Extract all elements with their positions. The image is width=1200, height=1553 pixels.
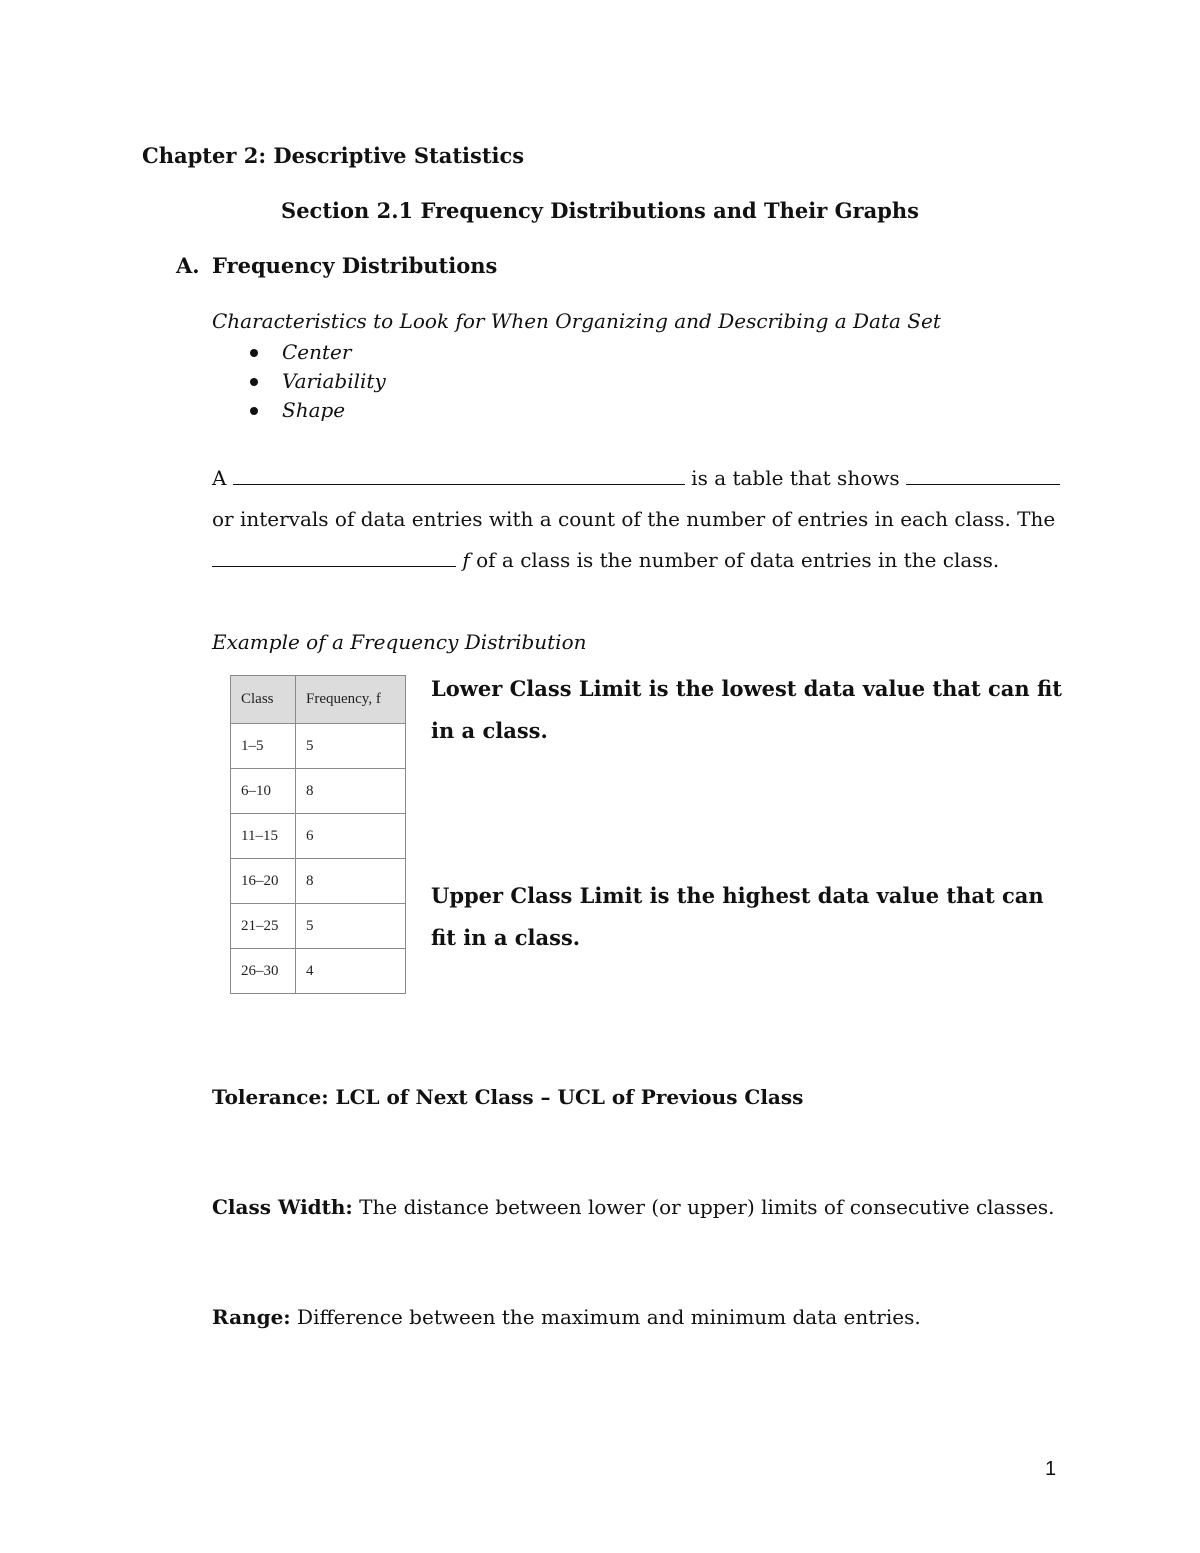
- upper-class-limit-definition: Upper Class Limit is the highest data value that can fit in a class.: [431, 883, 1044, 950]
- table-cell: 26–30: [231, 949, 296, 994]
- class-width-definition: Class Width: The distance between lower (or upper) limits of consecutive classes.: [212, 1195, 1055, 1219]
- definition-line-1: A is a table that shows: [212, 466, 1060, 490]
- definition-line-3: f of a class is the number of data entries in the class.: [212, 548, 999, 572]
- table-row: [231, 859, 406, 904]
- characteristics-list: [248, 338, 386, 425]
- section-title: Section 2.1 Frequency Distributions and Their Graphs: [281, 198, 919, 223]
- table-row: [231, 814, 406, 859]
- definition-line-2: or intervals of data entries with a count of the number of entries in each class. The: [212, 507, 1056, 531]
- fill-in-blank[interactable]: [212, 548, 456, 567]
- chapter-title: Chapter 2: Descriptive Statistics: [142, 143, 525, 168]
- subsection-letter: A.: [176, 253, 200, 278]
- bullet-icon: [250, 378, 258, 386]
- table-cell: 21–25: [231, 904, 296, 949]
- frequency-table: [230, 675, 406, 994]
- list-item: Shape: [248, 396, 386, 425]
- table-row: [231, 949, 406, 994]
- characteristics-title: Characteristics to Look for When Organizing and Describing a Data Set: [212, 309, 941, 333]
- table-cell: 16–20: [231, 859, 296, 904]
- list-item: Variability: [248, 367, 386, 396]
- table-cell: 1–5: [231, 724, 296, 769]
- range-definition: Range: Difference between the maximum and minimum data entries.: [212, 1305, 921, 1329]
- page-number: 1: [1045, 1458, 1057, 1480]
- table-cell: 4: [296, 949, 406, 994]
- table-row: [231, 769, 406, 814]
- lower-class-limit-definition: Lower Class Limit is the lowest data value that can fit in a class.: [431, 676, 1062, 743]
- table-cell: 6: [296, 814, 406, 859]
- table-cell: 8: [296, 769, 406, 814]
- tolerance-definition: Tolerance: LCL of Next Class – UCL of Previous Class: [212, 1085, 804, 1109]
- bullet-icon: [250, 407, 258, 415]
- table-cell: 11–15: [231, 814, 296, 859]
- subsection-title: Frequency Distributions: [212, 253, 498, 278]
- table-cell: 6–10: [231, 769, 296, 814]
- table-row: [231, 904, 406, 949]
- list-item: Center: [248, 338, 386, 367]
- table-cell: 8: [296, 859, 406, 904]
- fill-in-blank[interactable]: [906, 466, 1060, 485]
- example-title: Example of a Frequency Distribution: [212, 630, 587, 654]
- bullet-icon: [250, 349, 258, 357]
- table-cell: 5: [296, 904, 406, 949]
- table-row: [231, 724, 406, 769]
- table-cell: 5: [296, 724, 406, 769]
- column-header: Frequency, f: [296, 676, 406, 724]
- fill-in-blank[interactable]: [233, 466, 685, 485]
- column-header: Class: [231, 676, 296, 724]
- table-header-row: [231, 676, 406, 724]
